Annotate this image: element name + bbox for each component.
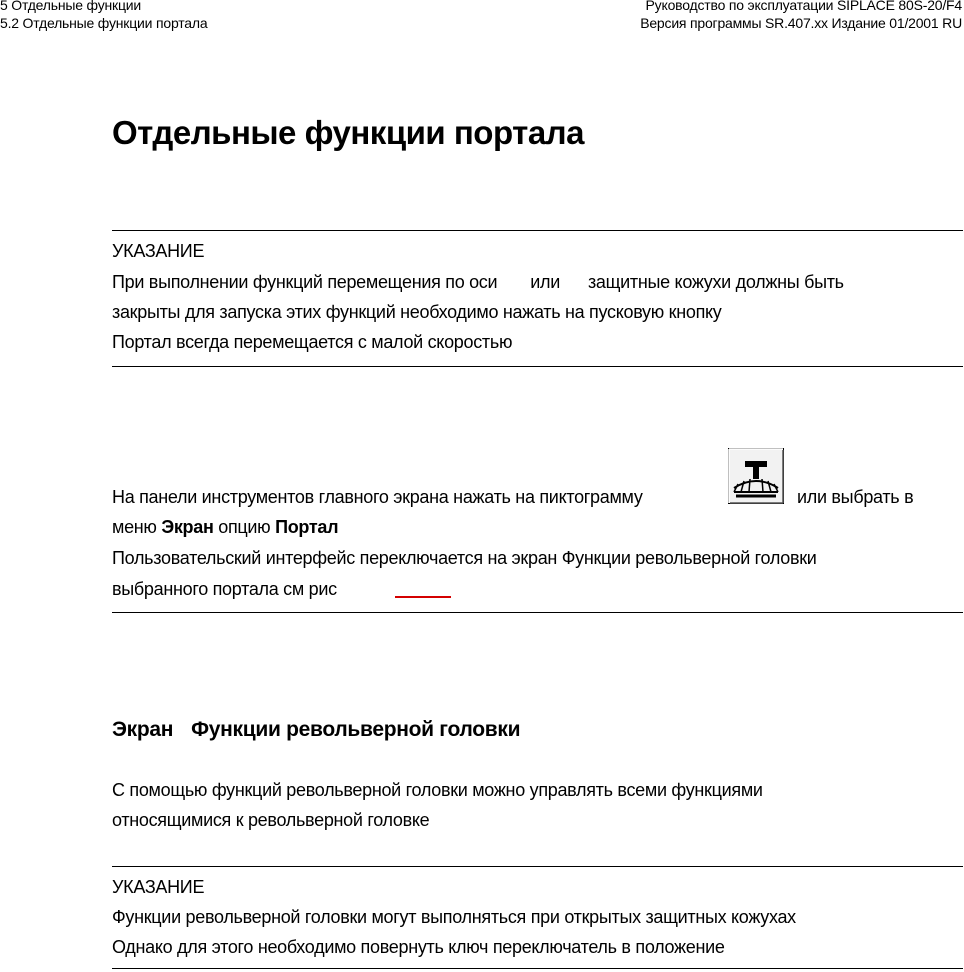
- header-chapter: 5 Отдельные функции: [0, 0, 142, 13]
- section2-para-line2: относящимися к револьверной головке: [112, 810, 430, 830]
- figure-reference-link[interactable]: [395, 596, 451, 598]
- instruction-bottom-rule: [112, 612, 963, 613]
- note1-top-rule: [112, 230, 963, 231]
- note2-bottom-rule: [112, 968, 963, 969]
- instruction-line1: [112, 486, 643, 508]
- header-manual-title: Руководство по эксплуатации SIPLACE 80S-20/F4: [645, 0, 962, 13]
- instruction-option-word: опцию: [218, 517, 271, 537]
- note2-line1: Функции револьверной головки могут выполняться при открытых защитных кожухах: [112, 907, 796, 927]
- instruction-line4: выбранного портала см рис: [112, 579, 337, 599]
- section2-heading-a: Экран: [112, 718, 174, 741]
- page-title: Отдельные функции портала: [112, 114, 584, 151]
- note1-line1-b: или: [530, 272, 560, 292]
- instruction-line3: Пользовательский интерфейс переключается на экран Функции револьверной головки: [112, 548, 817, 568]
- header-section: 5.2 Отдельные функции портала: [0, 15, 208, 31]
- note1-label: УКАЗАНИЕ: [112, 241, 205, 261]
- instruction-menu-name: Экран: [161, 517, 214, 537]
- header-version: Версия программы SR.407.xx Издание 01/2001 RU: [640, 15, 962, 31]
- section2-para-line1: С помощью функций револьверной головки можно управлять всеми функциями: [112, 780, 763, 800]
- instruction-option-name: Портал: [275, 517, 339, 537]
- note1-bottom-rule: [112, 366, 963, 367]
- note2-top-rule: [112, 866, 963, 867]
- section2-heading: [112, 718, 520, 742]
- instruction-line1-a: На панели инструментов главного экрана нажать на пиктограмму: [112, 487, 643, 507]
- note1-line3: Портал всегда перемещается с малой скоростью: [112, 332, 513, 352]
- note1-line1: [112, 271, 844, 293]
- note2-line2: Однако для этого необходимо повернуть ключ переключатель в положение: [112, 937, 725, 957]
- instruction-line1-b: или выбрать в: [797, 487, 914, 507]
- note1-line1-c: защитные кожухи должны быть: [587, 272, 844, 292]
- instruction-menu-word: меню: [112, 517, 157, 537]
- note1-line2: закрыты для запуска этих функций необходимо нажать на пусковую кнопку: [112, 302, 722, 322]
- note1-line1-a: При выполнении функций перемещения по оси: [112, 272, 498, 292]
- instruction-line2: [112, 516, 338, 538]
- section2-heading-b: Функции револьверной головки: [191, 718, 521, 741]
- note2-label: УКАЗАНИЕ: [112, 877, 205, 897]
- portal-icon[interactable]: [728, 448, 784, 504]
